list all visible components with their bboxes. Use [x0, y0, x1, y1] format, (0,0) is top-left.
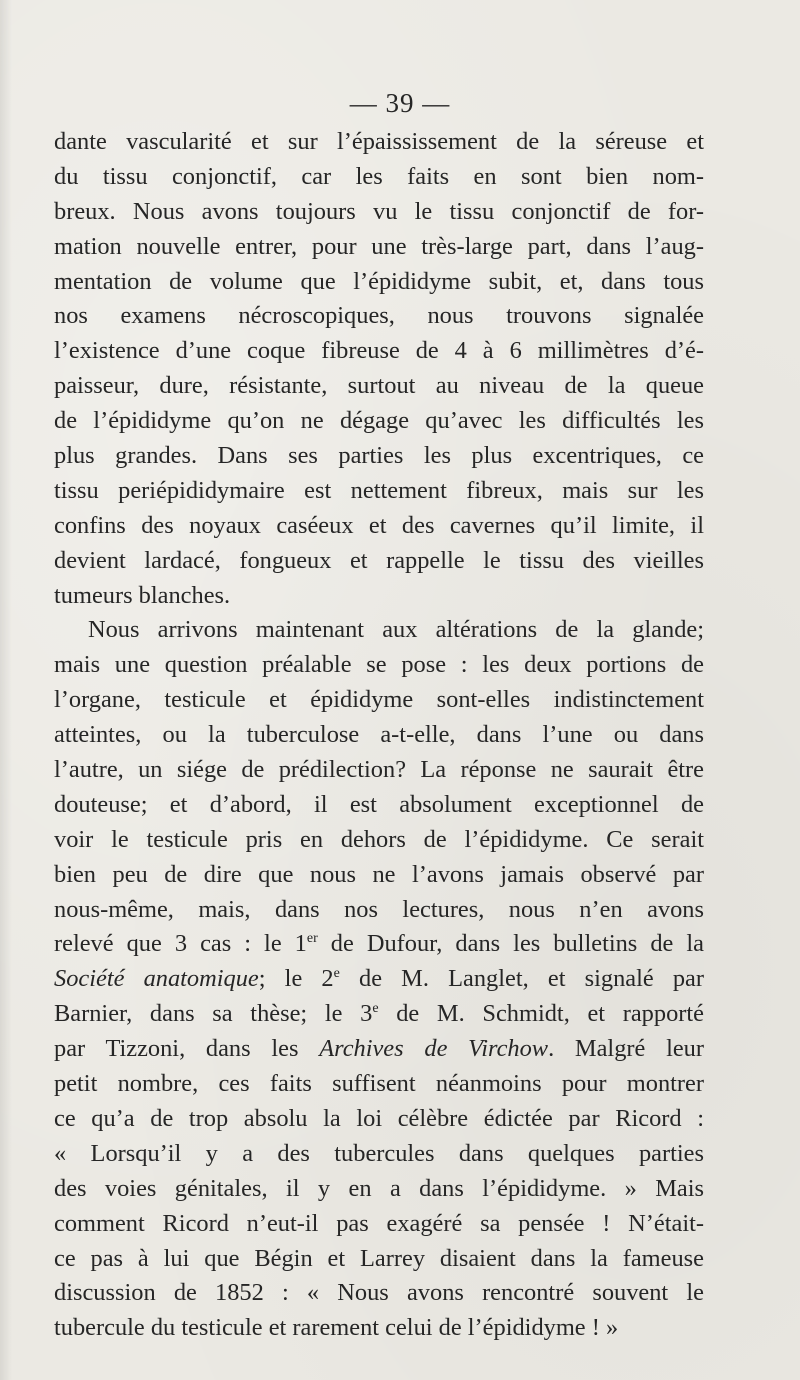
text-line: Nous arrivons maintenant aux altérations de la glande;: [88, 616, 704, 644]
text-line: dante vascularité et sur l’épaississement de la séreuse et: [54, 128, 704, 155]
page-number: — 39 —: [349, 88, 451, 118]
text-line: mentation de volume que l’épididyme subit, et, dans tous: [54, 267, 704, 295]
text-line: comment Ricord n’eut-il pas exagéré sa pensée ! N’était-: [54, 1209, 704, 1237]
text-line: devient lardacé, fongueux et rappelle le tissu des vieilles: [54, 546, 704, 574]
text-line: discussion de 1852 : « Nous avons rencontré souvent le: [54, 1279, 704, 1307]
text-line: de l’épididyme qu’on ne dégage qu’avec les difficultés les: [54, 407, 704, 435]
text-line: douteuse; et d’abord, il est absolument exceptionnel de: [54, 790, 704, 818]
text-line: [54, 997, 704, 1032]
italic-title: Archives de Virchow: [319, 1035, 549, 1063]
text-line: « Lorsqu’il y a des tubercules dans quelques parties: [54, 1139, 704, 1167]
superscript: er: [306, 931, 318, 947]
paragraph-1: [54, 125, 704, 613]
text-line: [54, 1032, 704, 1067]
text-line: confins des noyaux caséeux et des cavernes qu’il limite, il: [54, 511, 704, 539]
text-line: nos examens nécroscopiques, nous trouvons signalée: [54, 302, 704, 330]
italic-title: Société anatomique: [54, 965, 259, 993]
text-run: Barnier, dans sa thèse; le 3: [54, 1000, 373, 1028]
text-line: l’existence d’une coque fibreuse de 4 à 6 millimètres d’é-: [54, 337, 704, 365]
text-run: ; le 2: [258, 965, 334, 993]
text-line: mais une question préalable se pose : les deux portions de: [54, 651, 704, 679]
text-line: l’organe, testicule et épididyme sont-elles indistinctement: [54, 686, 704, 714]
text-run: de M. Langlet, et signalé par: [339, 965, 704, 993]
text-line: plus grandes. Dans ses parties les plus excentriques, ce: [54, 442, 704, 470]
text-line: tubercule du testicule et rarement celui de l’épididyme ! »: [54, 1314, 619, 1342]
text-run: de Dufour, dans les bulletins de la: [317, 930, 704, 958]
text-run: par Tizzoni, dans les: [54, 1035, 320, 1063]
text-line: ce qu’a de trop absolu la loi célèbre édictée par Ricord :: [54, 1104, 704, 1132]
text-line: tumeurs blanches.: [54, 581, 231, 609]
text-line: tissu periépididymaire est nettement fibreux, mais sur les: [54, 476, 704, 504]
text-line: breux. Nous avons toujours vu le tissu conjonctif de for-: [54, 197, 704, 225]
text-run: . Malgré leur: [548, 1035, 704, 1063]
text-line: [54, 927, 704, 962]
text-line: atteintes, ou la tuberculose a-t-elle, dans l’une ou dans: [54, 721, 704, 749]
text-line: bien peu de dire que nous ne l’avons jamais observé par: [54, 860, 704, 888]
text-line: paisseur, dure, résistante, surtout au niveau de la queue: [54, 372, 704, 400]
text-line: mation nouvelle entrer, pour une très-large part, dans l’aug-: [54, 232, 704, 260]
text-line: nous-même, mais, dans nos lectures, nous n’en avons: [54, 895, 704, 923]
text-line: voir le testicule pris en dehors de l’épididyme. Ce serait: [54, 825, 704, 853]
text-line: ce pas à lui que Bégin et Larrey disaient dans la fameuse: [54, 1244, 704, 1272]
text-line: du tissu conjonctif, car les faits en sont bien nom-: [54, 162, 704, 190]
text-run: de M. Schmidt, et rapporté: [378, 1000, 704, 1028]
text-line: petit nombre, ces faits suffisent néanmoins pour montrer: [54, 1070, 704, 1098]
text-line: des voies génitales, il y en a dans l’épididyme. » Mais: [54, 1174, 704, 1202]
superscript: e: [333, 966, 340, 982]
page-edge-shadow: [0, 0, 12, 1380]
text-line: l’autre, un siége de prédilection? La réponse ne saurait être: [54, 756, 704, 784]
text-line: [54, 962, 704, 997]
superscript: e: [372, 1001, 379, 1017]
text-run: relevé que 3 cas : le 1: [54, 930, 307, 958]
paragraph-2: [54, 613, 704, 1346]
body-text: [54, 125, 704, 1346]
